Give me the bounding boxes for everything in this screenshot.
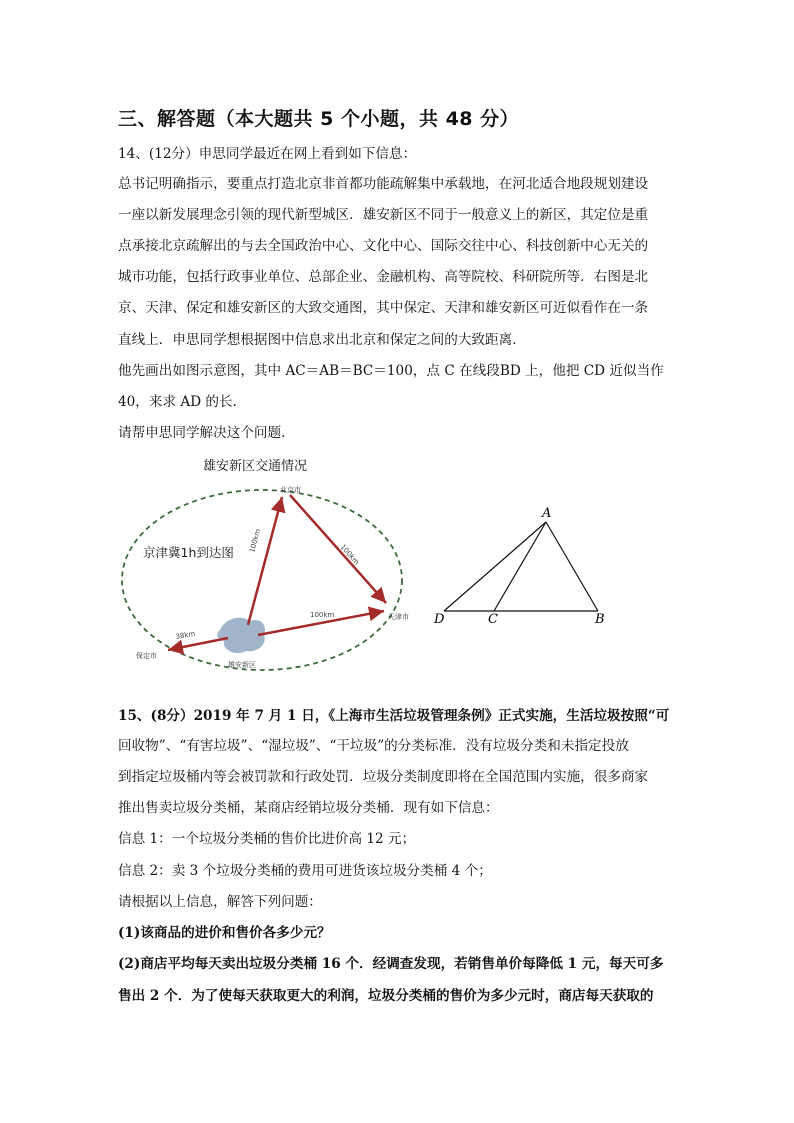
q14-line-5: 京、天津、保定和雄安新区的大致交通图，其中保定、天津和雄安新区可近似看作在一条 xyxy=(118,300,649,316)
triangle-diagram xyxy=(418,495,638,685)
q14-line-8: 40，来求 AD 的长． xyxy=(118,394,247,410)
vertex-A: A xyxy=(542,506,552,521)
vertex-D: D xyxy=(434,612,445,627)
q15-line-7: 请根据以上信息，解答下列问题： xyxy=(118,894,322,910)
map-caption: 雄安新区交通情况 xyxy=(203,459,308,474)
q15-line-6: 信息 2：卖 3 个垃圾分类桶的费用可进货该垃圾分类桶 4 个； xyxy=(118,863,492,879)
distance-label-xa-tj: 100km xyxy=(310,611,335,619)
segment-AC xyxy=(494,522,546,611)
section-title: 三、解答题（本大题共 5 个小题，共 48 分） xyxy=(118,108,520,130)
q15-line-1: 15、(8分）2019 年 7 月 1 日，《上海市生活垃圾管理条例》正式实施，生活垃圾按照“可 xyxy=(118,708,670,724)
traffic-map xyxy=(118,445,418,685)
q14-line-4: 城市功能，包括行政事业单位、总部企业、金融机构、高等院校、科研院所等．右图是北 xyxy=(118,269,649,285)
label-xiongan: 雄安新区 xyxy=(228,661,256,669)
q14-line-2: 一座以新发展理念引领的现代新型城区．雄安新区不同于一般意义上的新区，其定位是重 xyxy=(118,207,649,223)
map-inner-label: 京津冀1h到达图 xyxy=(143,545,234,560)
q14-line-3: 点承接北京疏解出的与去全国政治中心、文化中心、国际交往中心、科技创新中心无关的 xyxy=(118,238,649,254)
q15-line-9: (2)商店平均每天卖出垃圾分类桶 16 个．经调查发现，若销售单价每降低 1 元，每天可多 xyxy=(118,956,664,972)
q15-line-2: 回收物”、“有害垃圾”、“湿垃圾”、“干垃圾”的分类标准．没有垃圾分类和未指定投放 xyxy=(118,738,629,754)
q14-header: 14、(12分）申思同学最近在网上看到如下信息： xyxy=(118,146,417,162)
q15-line-5: 信息 1：一个垃圾分类桶的售价比进价高 12 元； xyxy=(118,831,416,847)
arrow-xiongan-beijing xyxy=(248,497,282,625)
q15-line-8: (1)该商品的进价和售价各多少元？ xyxy=(118,925,331,941)
label-baoding: 保定市 xyxy=(136,652,157,660)
q14-figures xyxy=(118,445,678,685)
arrow-beijing-tianjin xyxy=(290,495,386,603)
q15-line-3: 到指定垃圾桶内等会被罚款和行政处罚．垃圾分类制度即将在全国范围内实施，很多商家 xyxy=(118,769,649,785)
label-beijing: 北京市 xyxy=(280,486,301,494)
label-tianjin: 天津市 xyxy=(388,613,409,621)
segment-AB xyxy=(546,522,598,611)
q14-line-7: 他先画出如图示意图，其中 AC＝AB＝BC＝100，点 C 在线段BD 上，他把 CD 近似当作 xyxy=(118,363,664,379)
q14-line-1: 总书记明确指示，要重点打造北京非首都功能疏解集中承载地，在河北适合地段规划建设 xyxy=(118,176,649,192)
distance-label-bj-xa: 100km xyxy=(248,528,263,554)
q14-line-9: 请帮申思同学解决这个问题． xyxy=(118,425,295,441)
xiongan-area-shape xyxy=(217,618,265,653)
distance-label-bj-tj: 100km xyxy=(338,542,361,567)
q14-line-6: 直线上．申思同学想根据图中信息求出北京和保定之间的大致距离． xyxy=(118,332,526,348)
distance-label-xa-bd: 38km xyxy=(174,629,196,641)
vertex-C: C xyxy=(488,612,498,627)
q15-line-10: 售出 2 个．为了使每天获取更大的利润，垃圾分类桶的售价为多少元时，商店每天获取的 xyxy=(118,988,654,1004)
vertex-B: B xyxy=(595,612,605,627)
segment-AD xyxy=(444,522,546,611)
q15-line-4: 推出售卖垃圾分类桶，某商店经销垃圾分类桶．现有如下信息： xyxy=(118,800,499,816)
